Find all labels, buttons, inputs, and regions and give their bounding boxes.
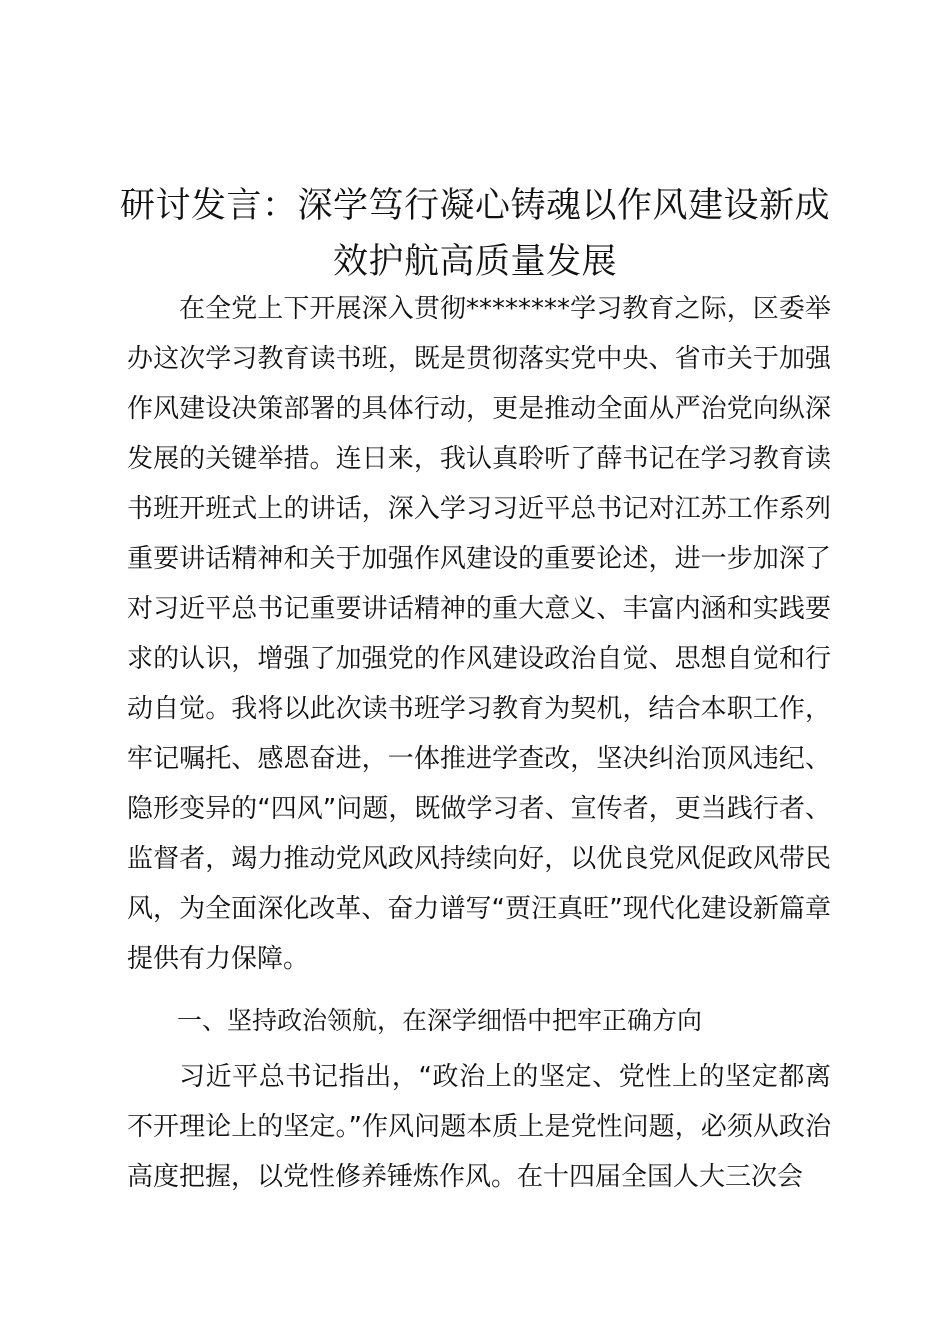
title-line-1: 研讨发言：深学笃行凝心铸魂以作风建设新成 [119, 186, 830, 226]
title-line-2: 效护航高质量发展 [332, 242, 617, 282]
section-1-paragraph: 习近平总书记指出，“政治上的坚定、党性上的坚定都离不开理论上的坚定。”作风问题本质上是党性问题，必须从政治高度把握，以党性修养锤炼作风。在十四届全国人大三次会 [127, 1062, 831, 1192]
document-body [127, 284, 831, 1202]
document-title [110, 178, 840, 290]
section-1-heading: 一、坚持政治领航，在深学细悟中把牢正确方向 [177, 1006, 703, 1035]
intro-paragraph: 在全党上下开展深入贯彻********学习教育之际，区委举办这次学习教育读书班，既是贯彻落实党中央、省市关于加强作风建设决策部署的具体行动，更是推动全面从严治党向纵深发展的关键举措。连日来，我认真聆听了薛书记在学习教育读书班开班式上的讲话，深入学习习近平总书记对江苏工作系列重要讲话精神和关于加强作风建设的重要论述，进一步加深了对习近平总书记重要讲话精神的重大意义、丰富内涵和实践要求的认识，增强了加强党的作风建设政治自觉、思想自觉和行动自觉。我将以此次读书班学习教育为契机，结合本职工作，牢记嘱托、感恩奋进，一体推进学查改，坚决纠治顶风违纪、隐形变异的“四风”问题，既做学习者、宣传者，更当践行者、监督者，竭力推动党风政风持续向好，以优良党风促政风带民风，为全面深化改革、奋力谱写“贾汪真旺”现代化建设新篇章提供有力保障。 [127, 294, 831, 974]
